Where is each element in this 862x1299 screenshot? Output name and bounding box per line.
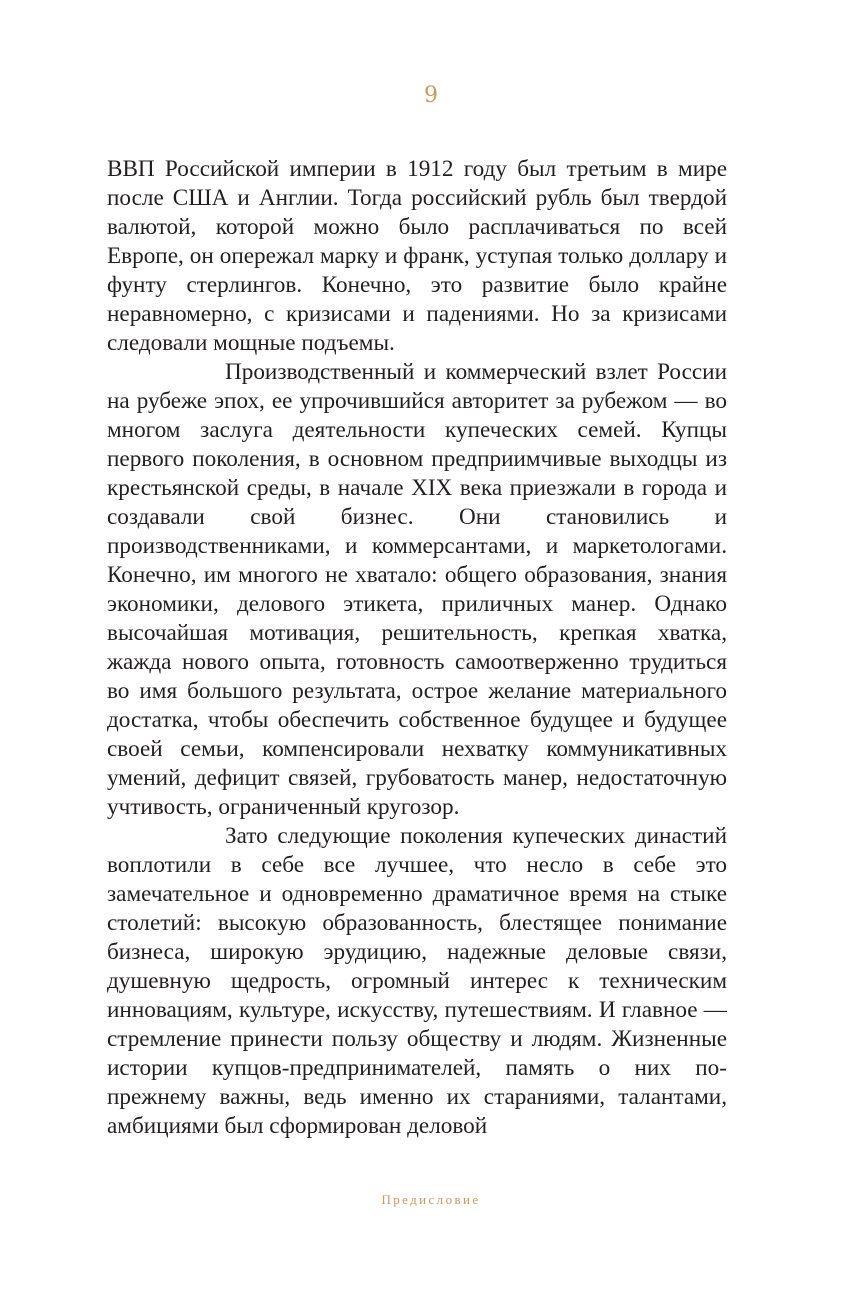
paragraph-1: ВВП Российской империи в 1912 году был третьим в мире после США и Англии. Тогда российский рубль был твердой валютой, которой можно было расплачиваться по всей Европе, он опережал марку и франк, уступая только доллару и фунту стерлингов. Конечно, это развитие было крайне неравномерно, с кризисами и падениями. Но за кризисами следовали мощные подъемы. (107, 156, 727, 356)
paragraph-3: Зато следующие поколения купеческих династий воплотили в себе все лучшее, что несло в себе это замечательное и одновременно драматичное время на стыке столетий: высокую образованность, блестящее понимание бизнеса, широкую эрудицию, надежные деловые связи, душевную щедрость, огромный интерес к техническим инновациям, культуре, искусству, путешествиям. И главное — стремление принести пользу обществу и людям. Жизненные истории купцов-предпринимателей, память о них по-прежнему важны, ведь именно их стараниями, талантами, амбициями был сформирован деловой (107, 823, 727, 1139)
body-text (107, 155, 727, 1141)
paragraph-2: Производственный и коммерческий взлет России на рубеже эпох, ее упрочившийся авторитет за рубежом — во многом заслуга деятельности купеческих семей. Купцы первого поколения, в основном предприимчивые выходцы из крестьянской среды, в начале XIX века приезжали в города и создавали свой бизнес. Они становились и производственниками, и коммерсантами, и маркетологами. Конечно, им многого не хватало: общего образования, знания экономики, делового этикета, приличных манер. Однако высочайшая мотивация, решительность, крепкая хватка, жажда нового опыта, готовность самоотверженно трудиться во имя большого результата, острое желание материального достатка, чтобы обеспечить собственное будущее и будущее своей семьи, компенсировали нехватку коммуникативных умений, дефицит связей, грубоватость манер, недостаточную учтивость, ограниченный кругозор. (107, 359, 727, 820)
page-number: 9 (424, 83, 438, 108)
running-footer: Предисловие (381, 1192, 481, 1207)
